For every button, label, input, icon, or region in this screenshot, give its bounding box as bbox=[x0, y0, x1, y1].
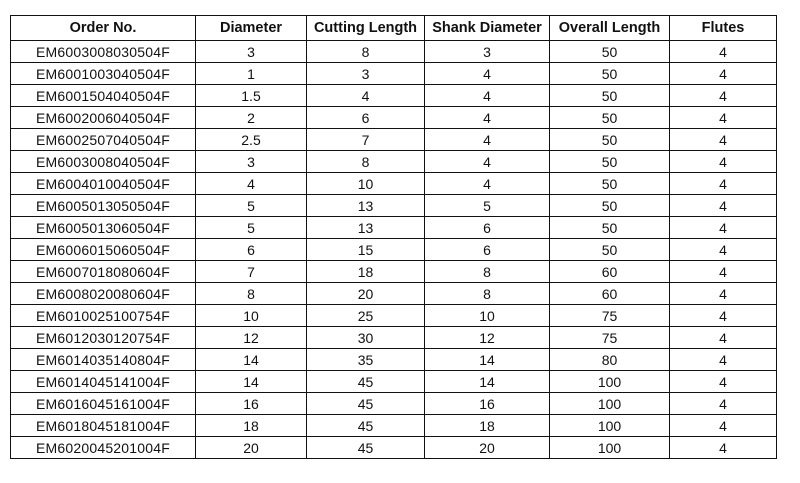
cell-cutting-length: 13 bbox=[307, 217, 425, 239]
cell-overall-length: 60 bbox=[550, 283, 670, 305]
cell-flutes: 4 bbox=[670, 305, 777, 327]
header-diameter: Diameter bbox=[196, 16, 307, 41]
table-row bbox=[11, 327, 777, 349]
cell-cutting-length: 30 bbox=[307, 327, 425, 349]
table-row bbox=[11, 107, 777, 129]
header-flutes: Flutes bbox=[670, 16, 777, 41]
table-row bbox=[11, 217, 777, 239]
table-row bbox=[11, 239, 777, 261]
table-row bbox=[11, 129, 777, 151]
cell-cutting-length: 45 bbox=[307, 393, 425, 415]
cell-shank-diameter: 5 bbox=[425, 195, 550, 217]
cell-shank-diameter: 4 bbox=[425, 173, 550, 195]
cell-shank-diameter: 16 bbox=[425, 393, 550, 415]
header-cutting-length: Cutting Length bbox=[307, 16, 425, 41]
table-row bbox=[11, 63, 777, 85]
table-row bbox=[11, 41, 777, 63]
cell-shank-diameter: 4 bbox=[425, 129, 550, 151]
cell-shank-diameter: 18 bbox=[425, 415, 550, 437]
cell-flutes: 4 bbox=[670, 437, 777, 459]
cell-order-no: EM6005013060504F bbox=[11, 217, 196, 239]
cell-flutes: 4 bbox=[670, 371, 777, 393]
cell-flutes: 4 bbox=[670, 393, 777, 415]
cell-order-no: EM6010025100754F bbox=[11, 305, 196, 327]
cell-overall-length: 50 bbox=[550, 129, 670, 151]
cell-order-no: EM6001003040504F bbox=[11, 63, 196, 85]
cell-shank-diameter: 4 bbox=[425, 151, 550, 173]
cell-cutting-length: 45 bbox=[307, 437, 425, 459]
cell-flutes: 4 bbox=[670, 415, 777, 437]
cell-shank-diameter: 6 bbox=[425, 239, 550, 261]
cell-overall-length: 50 bbox=[550, 217, 670, 239]
table-row bbox=[11, 393, 777, 415]
cell-shank-diameter: 4 bbox=[425, 107, 550, 129]
cell-flutes: 4 bbox=[670, 63, 777, 85]
cell-overall-length: 50 bbox=[550, 239, 670, 261]
cell-cutting-length: 20 bbox=[307, 283, 425, 305]
table-row bbox=[11, 283, 777, 305]
cell-overall-length: 100 bbox=[550, 437, 670, 459]
header-shank-diameter: Shank Diameter bbox=[425, 16, 550, 41]
cell-order-no: EM6007018080604F bbox=[11, 261, 196, 283]
cell-shank-diameter: 14 bbox=[425, 371, 550, 393]
end-mill-spec-table bbox=[10, 15, 777, 459]
cell-flutes: 4 bbox=[670, 85, 777, 107]
table-row bbox=[11, 173, 777, 195]
cell-diameter: 18 bbox=[196, 415, 307, 437]
cell-diameter: 3 bbox=[196, 151, 307, 173]
cell-overall-length: 50 bbox=[550, 151, 670, 173]
cell-order-no: EM6003008030504F bbox=[11, 41, 196, 63]
cell-shank-diameter: 4 bbox=[425, 85, 550, 107]
cell-flutes: 4 bbox=[670, 129, 777, 151]
cell-cutting-length: 45 bbox=[307, 415, 425, 437]
cell-diameter: 14 bbox=[196, 349, 307, 371]
cell-order-no: EM6020045201004F bbox=[11, 437, 196, 459]
cell-order-no: EM6002507040504F bbox=[11, 129, 196, 151]
header-overall-length: Overall Length bbox=[550, 16, 670, 41]
cell-cutting-length: 10 bbox=[307, 173, 425, 195]
cell-order-no: EM6008020080604F bbox=[11, 283, 196, 305]
cell-diameter: 3 bbox=[196, 41, 307, 63]
table-row bbox=[11, 261, 777, 283]
cell-shank-diameter: 12 bbox=[425, 327, 550, 349]
cell-shank-diameter: 3 bbox=[425, 41, 550, 63]
cell-overall-length: 50 bbox=[550, 195, 670, 217]
cell-overall-length: 50 bbox=[550, 41, 670, 63]
cell-overall-length: 50 bbox=[550, 85, 670, 107]
cell-diameter: 2 bbox=[196, 107, 307, 129]
cell-diameter: 5 bbox=[196, 195, 307, 217]
cell-cutting-length: 18 bbox=[307, 261, 425, 283]
cell-cutting-length: 8 bbox=[307, 151, 425, 173]
cell-overall-length: 50 bbox=[550, 107, 670, 129]
cell-flutes: 4 bbox=[670, 41, 777, 63]
cell-order-no: EM6014045141004F bbox=[11, 371, 196, 393]
cell-cutting-length: 7 bbox=[307, 129, 425, 151]
cell-overall-length: 50 bbox=[550, 63, 670, 85]
cell-diameter: 2.5 bbox=[196, 129, 307, 151]
cell-shank-diameter: 8 bbox=[425, 261, 550, 283]
header-order-no: Order No. bbox=[11, 16, 196, 41]
cell-flutes: 4 bbox=[670, 173, 777, 195]
cell-diameter: 5 bbox=[196, 217, 307, 239]
cell-flutes: 4 bbox=[670, 151, 777, 173]
cell-cutting-length: 25 bbox=[307, 305, 425, 327]
cell-shank-diameter: 8 bbox=[425, 283, 550, 305]
cell-shank-diameter: 20 bbox=[425, 437, 550, 459]
cell-flutes: 4 bbox=[670, 195, 777, 217]
cell-overall-length: 100 bbox=[550, 393, 670, 415]
header-row bbox=[11, 16, 777, 41]
cell-order-no: EM6005013050504F bbox=[11, 195, 196, 217]
cell-flutes: 4 bbox=[670, 107, 777, 129]
cell-order-no: EM6014035140804F bbox=[11, 349, 196, 371]
cell-overall-length: 80 bbox=[550, 349, 670, 371]
cell-flutes: 4 bbox=[670, 283, 777, 305]
cell-overall-length: 60 bbox=[550, 261, 670, 283]
table-row bbox=[11, 151, 777, 173]
cell-diameter: 8 bbox=[196, 283, 307, 305]
cell-diameter: 14 bbox=[196, 371, 307, 393]
cell-cutting-length: 4 bbox=[307, 85, 425, 107]
cell-order-no: EM6018045181004F bbox=[11, 415, 196, 437]
cell-diameter: 10 bbox=[196, 305, 307, 327]
cell-flutes: 4 bbox=[670, 239, 777, 261]
cell-order-no: EM6012030120754F bbox=[11, 327, 196, 349]
cell-order-no: EM6016045161004F bbox=[11, 393, 196, 415]
table-row bbox=[11, 195, 777, 217]
cell-cutting-length: 15 bbox=[307, 239, 425, 261]
cell-diameter: 7 bbox=[196, 261, 307, 283]
table-row bbox=[11, 85, 777, 107]
cell-shank-diameter: 14 bbox=[425, 349, 550, 371]
table-row bbox=[11, 437, 777, 459]
cell-diameter: 20 bbox=[196, 437, 307, 459]
spec-table-container bbox=[10, 15, 777, 459]
cell-overall-length: 75 bbox=[550, 327, 670, 349]
table-row bbox=[11, 349, 777, 371]
cell-flutes: 4 bbox=[670, 349, 777, 371]
cell-order-no: EM6004010040504F bbox=[11, 173, 196, 195]
cell-cutting-length: 6 bbox=[307, 107, 425, 129]
cell-shank-diameter: 4 bbox=[425, 63, 550, 85]
table-header bbox=[11, 16, 777, 41]
table-row bbox=[11, 371, 777, 393]
cell-cutting-length: 8 bbox=[307, 41, 425, 63]
cell-cutting-length: 35 bbox=[307, 349, 425, 371]
cell-diameter: 12 bbox=[196, 327, 307, 349]
table-row bbox=[11, 415, 777, 437]
cell-diameter: 1.5 bbox=[196, 85, 307, 107]
table-body bbox=[11, 41, 777, 459]
cell-cutting-length: 45 bbox=[307, 371, 425, 393]
cell-diameter: 4 bbox=[196, 173, 307, 195]
cell-diameter: 1 bbox=[196, 63, 307, 85]
cell-order-no: EM6002006040504F bbox=[11, 107, 196, 129]
cell-diameter: 16 bbox=[196, 393, 307, 415]
cell-order-no: EM6006015060504F bbox=[11, 239, 196, 261]
cell-flutes: 4 bbox=[670, 261, 777, 283]
cell-cutting-length: 13 bbox=[307, 195, 425, 217]
cell-overall-length: 75 bbox=[550, 305, 670, 327]
cell-overall-length: 100 bbox=[550, 371, 670, 393]
cell-flutes: 4 bbox=[670, 327, 777, 349]
cell-shank-diameter: 6 bbox=[425, 217, 550, 239]
cell-flutes: 4 bbox=[670, 217, 777, 239]
cell-order-no: EM6001504040504F bbox=[11, 85, 196, 107]
table-row bbox=[11, 305, 777, 327]
cell-cutting-length: 3 bbox=[307, 63, 425, 85]
cell-diameter: 6 bbox=[196, 239, 307, 261]
cell-overall-length: 100 bbox=[550, 415, 670, 437]
cell-shank-diameter: 10 bbox=[425, 305, 550, 327]
cell-order-no: EM6003008040504F bbox=[11, 151, 196, 173]
cell-overall-length: 50 bbox=[550, 173, 670, 195]
